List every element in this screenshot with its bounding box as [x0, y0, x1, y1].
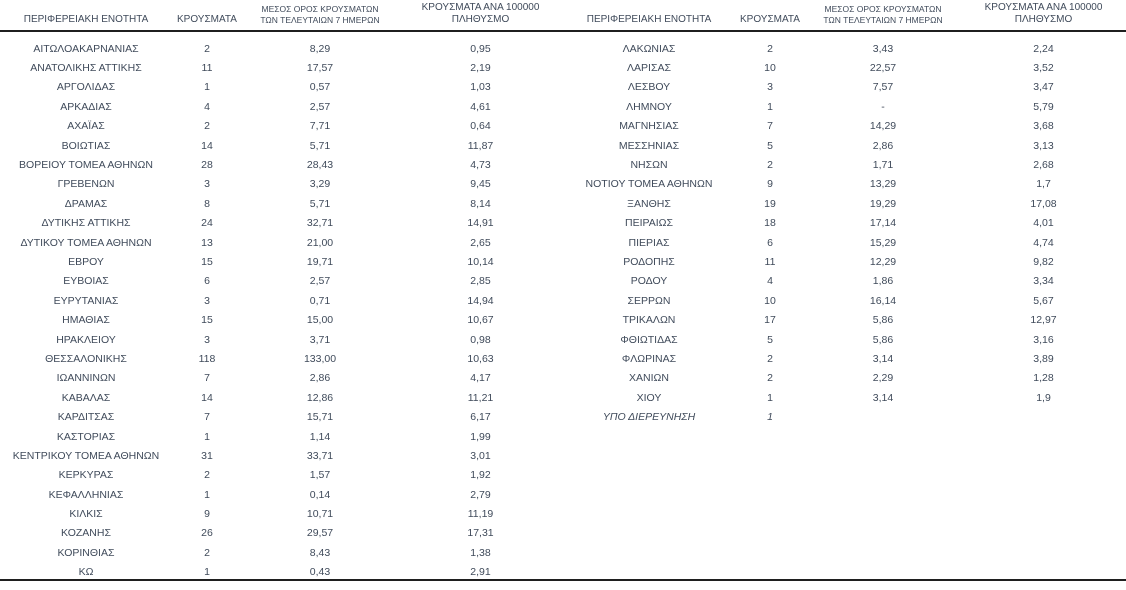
per100k-value: 12,97 — [1030, 314, 1057, 327]
region-name: ΑΡΓΟΛΙΔΑΣ — [56, 81, 116, 94]
table-row — [563, 272, 1126, 291]
col-header-avg7: ΜΕΣΟΣ ΟΡΟΣ ΚΡΟΥΣΜΑΤΩΝ ΤΩΝ ΤΕΛΕΥΤΑΙΩΝ 7 ΗΜΕΡΩΝ — [242, 0, 398, 31]
table-row — [0, 252, 563, 271]
avg7-value: 2,29 — [872, 372, 894, 385]
cases-value: 28 — [201, 159, 213, 172]
table-row — [563, 369, 1126, 388]
avg7-value: 15,00 — [306, 314, 334, 327]
per100k-value: 2,65 — [470, 236, 491, 249]
table-row — [563, 310, 1126, 329]
cases-value: 3 — [204, 178, 210, 191]
cases-value: 2 — [204, 546, 210, 559]
cases-value: 2 — [204, 120, 210, 133]
region-name: ΚΕΡΚΥΡΑΣ — [58, 469, 114, 482]
avg7-value: 15,29 — [869, 236, 897, 249]
avg7-value: 133,00 — [303, 352, 337, 365]
avg7-value: 1,14 — [309, 430, 331, 443]
cases-value: 11 — [764, 255, 776, 268]
per100k-value: 9,45 — [470, 178, 491, 191]
table-row — [0, 369, 563, 388]
region-name: ΒΟΙΩΤΙΑΣ — [61, 139, 111, 152]
cases-value: 11 — [201, 62, 213, 75]
per100k-value: 1,38 — [470, 546, 491, 559]
cases-value: 2 — [767, 352, 773, 365]
cases-value: 9 — [204, 508, 210, 521]
cases-value: 31 — [201, 449, 213, 462]
table-row — [0, 214, 563, 233]
cases-value: 6 — [204, 275, 210, 288]
table-row — [563, 194, 1126, 213]
per100k-value: 10,67 — [467, 314, 494, 327]
region-name: ΚΕΝΤΡΙΚΟΥ ΤΟΜΕΑ ΑΘΗΝΩΝ — [12, 449, 160, 462]
region-name: ΚΑΡΔΙΤΣΑΣ — [57, 411, 115, 424]
cases-value: 7 — [204, 372, 210, 385]
table-row — [563, 214, 1126, 233]
region-name: ΝΗΣΩΝ — [630, 159, 668, 172]
cases-value: 6 — [767, 236, 773, 249]
avg7-value: 0,57 — [309, 81, 331, 94]
per100k-value: 17,31 — [467, 527, 494, 540]
table-row — [0, 175, 563, 194]
region-name: ΛΗΜΝΟΥ — [626, 100, 672, 113]
cases-value: 15 — [201, 255, 213, 268]
region-name: ΠΙΕΡΙΑΣ — [628, 236, 670, 249]
cases-value: 26 — [201, 527, 213, 540]
avg7-value: 1,57 — [309, 469, 331, 482]
header-row — [0, 0, 563, 31]
avg7-value: 5,71 — [309, 197, 331, 210]
cases-value: 2 — [767, 372, 773, 385]
avg7-value: 15,71 — [306, 411, 334, 424]
region-name: ΔΡΑΜΑΣ — [64, 197, 108, 210]
col-header-region: ΠΕΡΙΦΕΡΕΙΑΚΗ ΕΝΟΤΗΤΑ — [563, 0, 735, 31]
region-name: ΑΧΑΪΑΣ — [67, 120, 105, 133]
cases-value: 13 — [201, 236, 213, 249]
avg7-value — [805, 407, 961, 426]
cases-table-left — [0, 0, 563, 582]
avg7-value: 3,14 — [872, 391, 894, 404]
col-header-per100k: ΚΡΟΥΣΜΑΤΑ ΑΝΑ 100000 ΠΛΗΘΥΣΜΟ — [961, 0, 1126, 31]
per100k-value: 5,79 — [1033, 100, 1054, 113]
cases-value: 118 — [198, 352, 216, 365]
cases-value: 3 — [204, 294, 210, 307]
region-name: ΚΟΖΑΝΗΣ — [61, 527, 111, 540]
cases-value: 10 — [764, 294, 776, 307]
col-header-region: ΠΕΡΙΦΕΡΕΙΑΚΗ ΕΝΟΤΗΤΑ — [0, 0, 172, 31]
region-name: ΛΑΚΩΝΙΑΣ — [622, 42, 676, 55]
table-row — [0, 466, 563, 485]
col-header-cases: ΚΡΟΥΣΜΑΤΑ — [172, 0, 242, 31]
avg7-value: 3,29 — [309, 178, 331, 191]
cases-value: 7 — [767, 120, 773, 133]
table-row — [0, 78, 563, 97]
avg7-value: 12,29 — [869, 255, 897, 268]
table-row — [563, 252, 1126, 271]
cases-value: 1 — [767, 411, 773, 424]
table-row — [0, 291, 563, 310]
region-name: ΛΕΣΒΟΥ — [627, 81, 671, 94]
avg7-value: 10,71 — [306, 508, 334, 521]
avg7-value: 2,57 — [309, 275, 331, 288]
col-header-cases: ΚΡΟΥΣΜΑΤΑ — [735, 0, 805, 31]
per100k-value: 14,91 — [467, 217, 494, 230]
per100k-value: 2,24 — [1033, 42, 1054, 55]
table-row — [563, 388, 1126, 407]
cases-table-left-section — [0, 0, 563, 582]
per100k-value: 2,19 — [470, 62, 491, 75]
table-row — [563, 407, 1126, 426]
region-name: ΑΙΤΩΛΟΑΚΑΡΝΑΝΙΑΣ — [33, 42, 139, 55]
table-row — [0, 310, 563, 329]
avg7-value: 17,14 — [869, 217, 897, 230]
region-name: ΒΟΡΕΙΟΥ ΤΟΜΕΑ ΑΘΗΝΩΝ — [19, 159, 153, 172]
cases-value: 7 — [204, 411, 210, 424]
table-row — [563, 31, 1126, 58]
table-row — [0, 272, 563, 291]
per100k-value: 5,67 — [1033, 294, 1054, 307]
table-row — [0, 524, 563, 543]
cases-value: 1 — [204, 81, 210, 94]
table-row — [0, 58, 563, 77]
table-row — [0, 388, 563, 407]
avg7-value: 29,57 — [306, 527, 334, 540]
region-name: ΧΙΟΥ — [636, 391, 662, 404]
region-name: ΚΑΣΤΟΡΙΑΣ — [56, 430, 116, 443]
region-name: ΔΥΤΙΚΗΣ ΑΤΤΙΚΗΣ — [41, 217, 131, 230]
cases-table-right — [563, 0, 1126, 427]
region-name: ΧΑΝΙΩΝ — [629, 372, 669, 385]
region-name: ΘΕΣΣΑΛΟΝΙΚΗΣ — [45, 352, 127, 365]
region-name: ΓΡΕΒΕΝΩΝ — [57, 178, 115, 191]
avg7-value: 16,14 — [869, 294, 897, 307]
cases-value: 3 — [767, 81, 773, 94]
per100k-value: 4,61 — [470, 100, 491, 113]
per100k-value: 3,13 — [1033, 139, 1054, 152]
cases-value: 1 — [204, 566, 210, 579]
avg7-value: - — [881, 100, 885, 113]
per100k-value: 3,01 — [470, 449, 491, 462]
cases-value: 2 — [767, 159, 773, 172]
avg7-value: 0,43 — [309, 566, 331, 579]
col-header-per100k: ΚΡΟΥΣΜΑΤΑ ΑΝΑ 100000 ΠΛΗΘΥΣΜΟ — [398, 0, 563, 31]
per100k-value: 11,21 — [467, 391, 494, 404]
region-name: ΗΡΑΚΛΕΙΟΥ — [56, 333, 116, 346]
cases-value: 2 — [204, 42, 210, 55]
per100k-value: 3,52 — [1033, 62, 1054, 75]
per100k-value: 1,99 — [470, 430, 491, 443]
cases-table-right-section — [563, 0, 1126, 582]
table-row — [0, 31, 563, 58]
per100k-value: 2,79 — [470, 488, 491, 501]
avg7-value: 19,71 — [306, 255, 334, 268]
region-name: ΚΩ — [78, 566, 94, 579]
table-row — [0, 330, 563, 349]
per100k-value: 4,17 — [470, 372, 491, 385]
avg7-value: 5,71 — [309, 139, 331, 152]
table-row — [0, 485, 563, 504]
table-row — [0, 136, 563, 155]
per100k-value: 6,17 — [470, 411, 491, 424]
table-body-right — [563, 31, 1126, 427]
avg7-value: 2,86 — [872, 139, 894, 152]
cases-value: 2 — [767, 42, 773, 55]
region-name: ΞΑΝΘΗΣ — [627, 197, 671, 210]
table-row — [0, 233, 563, 252]
region-name: ΚΟΡΙΝΘΙΑΣ — [57, 546, 115, 559]
per100k-value: 4,01 — [1033, 217, 1054, 230]
per100k-value: 1,28 — [1033, 372, 1054, 385]
table-row — [563, 155, 1126, 174]
per100k-value: 1,7 — [1036, 178, 1051, 191]
avg7-value: 32,71 — [306, 217, 334, 230]
region-name: ΑΝΑΤΟΛΙΚΗΣ ΑΤΤΙΚΗΣ — [30, 62, 142, 75]
region-name: ΤΡΙΚΑΛΩΝ — [622, 314, 676, 327]
table-row — [563, 136, 1126, 155]
region-name: ΕΥΡΥΤΑΝΙΑΣ — [53, 294, 119, 307]
cases-value: 15 — [201, 314, 213, 327]
per100k-value: 9,82 — [1033, 255, 1054, 268]
region-name: ΕΥΒΟΙΑΣ — [63, 275, 109, 288]
per100k-value: 10,63 — [467, 352, 494, 365]
per100k-value: 1,9 — [1036, 391, 1051, 404]
region-name: ΕΒΡΟΥ — [68, 255, 104, 268]
table-body-left — [0, 31, 563, 582]
header-row — [563, 0, 1126, 31]
per100k-value: 4,73 — [470, 159, 491, 172]
per100k-value: 3,47 — [1033, 81, 1054, 94]
cases-value: 17 — [764, 314, 776, 327]
avg7-value: 1,86 — [872, 275, 894, 288]
table-row — [563, 291, 1126, 310]
table-row — [0, 97, 563, 116]
cases-value: 3 — [204, 333, 210, 346]
table-row — [563, 233, 1126, 252]
table-row — [0, 446, 563, 465]
table-row — [563, 330, 1126, 349]
region-name: ΑΡΚΑΔΙΑΣ — [60, 100, 112, 113]
region-name: ΛΑΡΙΣΑΣ — [627, 62, 671, 75]
per100k-value: 11,87 — [467, 139, 494, 152]
avg7-value: 3,71 — [309, 333, 331, 346]
cases-value: 5 — [767, 139, 773, 152]
cases-value: 24 — [201, 217, 213, 230]
cases-value: 4 — [767, 275, 773, 288]
cases-value: 8 — [204, 197, 210, 210]
avg7-value: 8,29 — [309, 42, 331, 55]
per100k-value: 17,08 — [1030, 197, 1057, 210]
cases-value: 2 — [204, 469, 210, 482]
table-row — [0, 543, 563, 562]
avg7-value: 5,86 — [872, 333, 894, 346]
per100k-value: 10,14 — [467, 255, 494, 268]
cases-value: 5 — [767, 333, 773, 346]
avg7-value: 8,43 — [309, 546, 331, 559]
region-name: ΚΑΒΑΛΑΣ — [61, 391, 111, 404]
region-name: ΠΕΙΡΑΙΩΣ — [625, 217, 673, 230]
cases-value: 1 — [204, 488, 210, 501]
region-name: ΦΛΩΡΙΝΑΣ — [621, 352, 677, 365]
avg7-value: 2,57 — [309, 100, 331, 113]
cases-value: 14 — [201, 139, 213, 152]
col-header-avg7: ΜΕΣΟΣ ΟΡΟΣ ΚΡΟΥΣΜΑΤΩΝ ΤΩΝ ΤΕΛΕΥΤΑΙΩΝ 7 ΗΜΕΡΩΝ — [805, 0, 961, 31]
avg7-value: 19,29 — [869, 197, 897, 210]
table-header-left — [0, 0, 563, 31]
table-row — [563, 349, 1126, 368]
avg7-value: 28,43 — [306, 159, 334, 172]
region-name: ΙΩΑΝΝΙΝΩΝ — [56, 372, 116, 385]
cases-value: 14 — [201, 391, 213, 404]
per100k-value: 3,34 — [1033, 275, 1054, 288]
per100k-value: 2,68 — [1033, 159, 1054, 172]
region-name: ΝΟΤΙΟΥ ΤΟΜΕΑ ΑΘΗΝΩΝ — [585, 178, 713, 191]
table-row — [0, 427, 563, 446]
table-row — [0, 349, 563, 368]
region-name: ΦΘΙΩΤΙΔΑΣ — [620, 333, 678, 346]
cases-value: 1 — [204, 430, 210, 443]
avg7-value: 3,14 — [872, 352, 894, 365]
region-name: ΜΑΓΝΗΣΙΑΣ — [619, 120, 679, 133]
table-row — [0, 407, 563, 426]
cases-value: 4 — [204, 100, 210, 113]
per100k-value: 1,92 — [470, 469, 491, 482]
region-name: ΜΕΣΣΗΝΙΑΣ — [618, 139, 680, 152]
table-row — [0, 504, 563, 523]
per100k-value: 8,14 — [470, 197, 491, 210]
per100k-value: 2,85 — [470, 275, 491, 288]
avg7-value: 0,14 — [309, 488, 331, 501]
cases-value: 10 — [764, 62, 776, 75]
avg7-value: 7,57 — [872, 81, 894, 94]
per100k-value — [961, 407, 1126, 426]
cases-value: 1 — [767, 391, 773, 404]
table-bottom-border — [0, 579, 1126, 581]
region-name: ΡΟΔΟΥ — [630, 275, 668, 288]
avg7-value: 0,71 — [309, 294, 331, 307]
avg7-value: 21,00 — [306, 236, 334, 249]
per100k-value: 3,16 — [1033, 333, 1054, 346]
per100k-value: 0,95 — [470, 42, 491, 55]
region-name: ΣΕΡΡΩΝ — [627, 294, 671, 307]
per100k-value: 1,03 — [470, 81, 491, 94]
region-name: ΥΠΟ ΔΙΕΡΕΥΝΗΣΗ — [602, 411, 696, 424]
cases-value: 9 — [767, 178, 773, 191]
cases-value: 18 — [764, 217, 776, 230]
per100k-value: 4,74 — [1033, 236, 1054, 249]
region-name: ΗΜΑΘΙΑΣ — [62, 314, 110, 327]
avg7-value: 14,29 — [869, 120, 897, 133]
avg7-value: 1,71 — [872, 159, 894, 172]
avg7-value: 2,86 — [309, 372, 331, 385]
avg7-value: 12,86 — [306, 391, 334, 404]
region-name: ΡΟΔΟΠΗΣ — [623, 255, 675, 268]
cases-value: 19 — [764, 197, 776, 210]
avg7-value: 17,57 — [306, 62, 334, 75]
table-row — [0, 155, 563, 174]
per100k-value: 3,68 — [1033, 120, 1054, 133]
per100k-value: 0,98 — [470, 333, 491, 346]
region-name: ΔΥΤΙΚΟΥ ΤΟΜΕΑ ΑΘΗΝΩΝ — [20, 236, 152, 249]
cases-value: 1 — [767, 100, 773, 113]
table-header-right — [563, 0, 1126, 31]
table-row — [563, 78, 1126, 97]
per100k-value: 11,19 — [467, 508, 494, 521]
per100k-value: 2,91 — [470, 566, 491, 579]
avg7-value: 13,29 — [869, 178, 897, 191]
table-row — [563, 117, 1126, 136]
avg7-value: 5,86 — [872, 314, 894, 327]
per100k-value: 14,94 — [467, 294, 494, 307]
table-row — [0, 194, 563, 213]
table-row — [563, 97, 1126, 116]
table-row — [0, 117, 563, 136]
per100k-value: 0,64 — [470, 120, 491, 133]
avg7-value: 33,71 — [306, 449, 334, 462]
region-name: ΚΙΛΚΙΣ — [69, 508, 103, 521]
per100k-value: 3,89 — [1033, 352, 1054, 365]
region-name: ΚΕΦΑΛΛΗΝΙΑΣ — [48, 488, 124, 501]
avg7-value: 3,43 — [872, 42, 894, 55]
avg7-value: 22,57 — [869, 62, 897, 75]
table-row — [563, 58, 1126, 77]
table-row — [563, 175, 1126, 194]
avg7-value: 7,71 — [309, 120, 331, 133]
